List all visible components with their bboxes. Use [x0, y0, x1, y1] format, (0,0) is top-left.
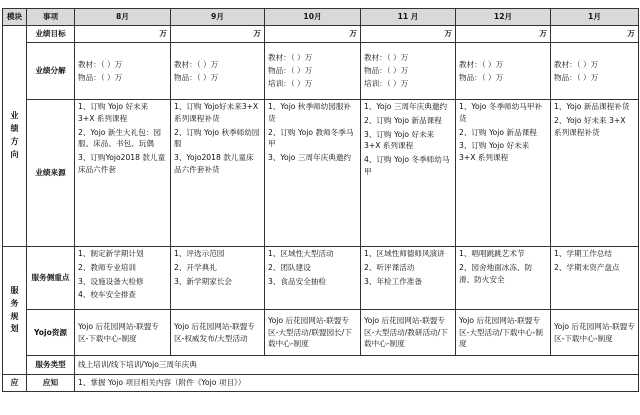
source-item: 3、Yojo 三周年庆典邀约: [268, 153, 352, 163]
service-item: 1、制定新学期计划: [78, 249, 144, 258]
source-item: 2、Yojo 好未来 3+X 系列课程补货: [554, 115, 626, 137]
source-item: 3、订购Yojo2018 款儿童床品六件套: [78, 153, 166, 174]
split-nov: [361, 43, 456, 100]
service-item: 2、教师专业培训: [78, 262, 136, 272]
source-nov: [361, 100, 456, 247]
service-row: [3, 247, 639, 310]
service-item: 1、唱唱跳跳艺术节: [459, 249, 525, 258]
service-item: 2、开学典礼: [174, 262, 217, 272]
service-item: 1、区域性师德师风演讲: [364, 249, 445, 258]
header-module: 模块: [3, 9, 27, 26]
split-label: 业绩分解: [27, 43, 75, 100]
header-jan: 1月: [551, 9, 639, 26]
know-row: [3, 375, 639, 392]
module-performance: 业绩方向: [3, 26, 27, 247]
service-item: 2、团队建设: [268, 262, 311, 272]
target-label: 业绩目标: [27, 26, 75, 43]
split-material: 教材：（ ）万: [554, 59, 599, 69]
yojo-row: [3, 310, 639, 356]
service-item: 3、年检工作准备: [364, 276, 422, 286]
split-jan: [551, 43, 639, 100]
module-service: 服务规划: [3, 247, 27, 375]
source-item: 3、Yojo2018 款儿童床品六件套补货: [174, 153, 254, 174]
target-sep: 万: [171, 26, 265, 43]
yojo-aug: Yojo 后花园网站-联盟专区-下载中心-制度: [75, 310, 171, 356]
split-material: 教材：（ ）万: [364, 53, 409, 63]
target-row: [3, 26, 639, 43]
service-oct: [265, 247, 361, 310]
service-item: 1、区域性大型活动: [268, 249, 334, 258]
target-jan: 万: [551, 26, 639, 43]
source-item: 2、订购 Yojo 新品课程: [364, 115, 442, 125]
split-material: 教材：（ ）万: [78, 59, 123, 69]
yojo-oct: Yojo 后花园网站-联盟专区-大型活动/联盟园长/下载中心-制度: [265, 310, 361, 356]
source-item: 4、订购 Yojo 冬季师幼马甲: [364, 155, 450, 176]
know-label: 应知: [27, 375, 75, 392]
top-edge: [0, 0, 640, 8]
source-jan: [551, 100, 639, 247]
service-aug: [75, 247, 171, 310]
module-should: 应: [3, 375, 27, 392]
source-item: 3、订购 Yojo 好未来 3+X 系列课程: [364, 129, 435, 151]
source-item: 1、订购 Yojo好未来3+X系列课程补货: [174, 102, 259, 123]
split-training: 培训：（ ）万: [268, 78, 313, 88]
service-item: 1、学期工作总结: [554, 249, 612, 258]
header-item: 事项: [27, 9, 75, 26]
header-aug: 8月: [75, 9, 171, 26]
target-oct: 万: [265, 26, 361, 43]
split-aug: [75, 43, 171, 100]
service-sep: [171, 247, 265, 310]
header-row: [3, 9, 639, 26]
source-oct: [265, 100, 361, 247]
source-item: 1、Yojo 冬季师幼马甲补货: [459, 102, 543, 123]
target-nov: 万: [361, 26, 456, 43]
service-item: 3、设施设备大检修: [78, 276, 144, 286]
split-sep: [171, 43, 265, 100]
plan-table: [2, 8, 639, 392]
split-row: [3, 43, 639, 100]
service-nov: [361, 247, 456, 310]
yojo-nov: Yojo 后花园网站-联盟专区-大型活动/教研活动/下载中心-制度: [361, 310, 456, 356]
service-item: 1、评选示范园: [174, 249, 225, 258]
split-training: 培训：（ ）万: [364, 78, 409, 88]
split-material: 教材：（ ）万: [459, 59, 504, 69]
header-oct: 10月: [265, 9, 361, 26]
service-label: 服务侧重点: [27, 247, 75, 310]
yojo-dec: Yojo 后花园网站-联盟专区-大型活动/下载中心-制度: [456, 310, 551, 356]
source-aug: [75, 100, 171, 247]
service-item: 3、新学期家长会: [174, 276, 232, 286]
split-goods: 物品：（ ）万: [78, 72, 123, 82]
type-row: [3, 356, 639, 375]
service-item: 3、食品安全抽检: [268, 276, 326, 286]
split-goods: 物品：（ ）万: [364, 66, 409, 76]
split-dec: [456, 43, 551, 100]
source-sep: [171, 100, 265, 247]
source-item: 1、Yojo 三周年庆典邀约: [364, 102, 448, 111]
source-item: 2、订购 Yojo 秋季师幼园服: [174, 127, 260, 149]
yojo-jan: Yojo 后花园网站-联盟专区-下载中心-制度: [551, 310, 639, 356]
split-material: 教材：（ ）万: [268, 53, 313, 63]
header-nov: 11 月: [361, 9, 456, 26]
split-goods: 物品：（ ）万: [174, 72, 219, 82]
type-label: 服务类型: [27, 356, 75, 375]
target-dec: 万: [456, 26, 551, 43]
source-label: 业绩来源: [27, 100, 75, 247]
service-dec: [456, 247, 551, 310]
source-item: 2、订购 Yojo 教师冬季马甲: [268, 127, 354, 149]
type-value: 线上培训/线下培训/Yojo三周年庆典: [75, 356, 639, 375]
split-goods: 物品：（ ）万: [554, 72, 599, 82]
split-goods: 物品：（ ）万: [459, 72, 504, 82]
source-item: 1、Yojo 秋季师幼园服补货: [268, 102, 352, 123]
split-oct: [265, 43, 361, 100]
service-jan: [551, 247, 639, 310]
source-dec: [456, 100, 551, 247]
source-item: 1、Yojo 新品课程补货: [554, 102, 630, 111]
source-item: 2、Yojo 新生大礼包：园服、床品、书包、玩偶: [78, 127, 162, 149]
source-row: [3, 100, 639, 247]
yojo-label: Yojo资源: [27, 310, 75, 356]
yojo-sep: Yojo 后花园网站-联盟专区-权威发布/大型活动: [171, 310, 265, 356]
target-aug: 万: [75, 26, 171, 43]
service-item: 2、听评课活动: [364, 262, 415, 272]
split-material: 教材：（ ）万: [174, 59, 219, 69]
service-item: 2、园舍地面冰冻、防滑、防火安全: [459, 262, 533, 284]
source-item: 1、订购 Yojo 好未来 3+X 系列课程: [78, 102, 149, 123]
header-sep: 9月: [171, 9, 265, 26]
know-value: 1、掌握 Yojo 项目相关内容（附件《Yojo 项目》）: [75, 375, 639, 392]
source-item: 2、订购 Yojo 新品课程: [459, 127, 537, 137]
source-item: 3、订购 Yojo 好未来 3+X 系列课程: [459, 141, 530, 163]
service-item: 4、校车安全排查: [78, 290, 136, 300]
header-dec: 12月: [456, 9, 551, 26]
split-goods: 物品：（ ）万: [268, 66, 313, 76]
service-item: 2、学期末资产盘点: [554, 262, 620, 272]
